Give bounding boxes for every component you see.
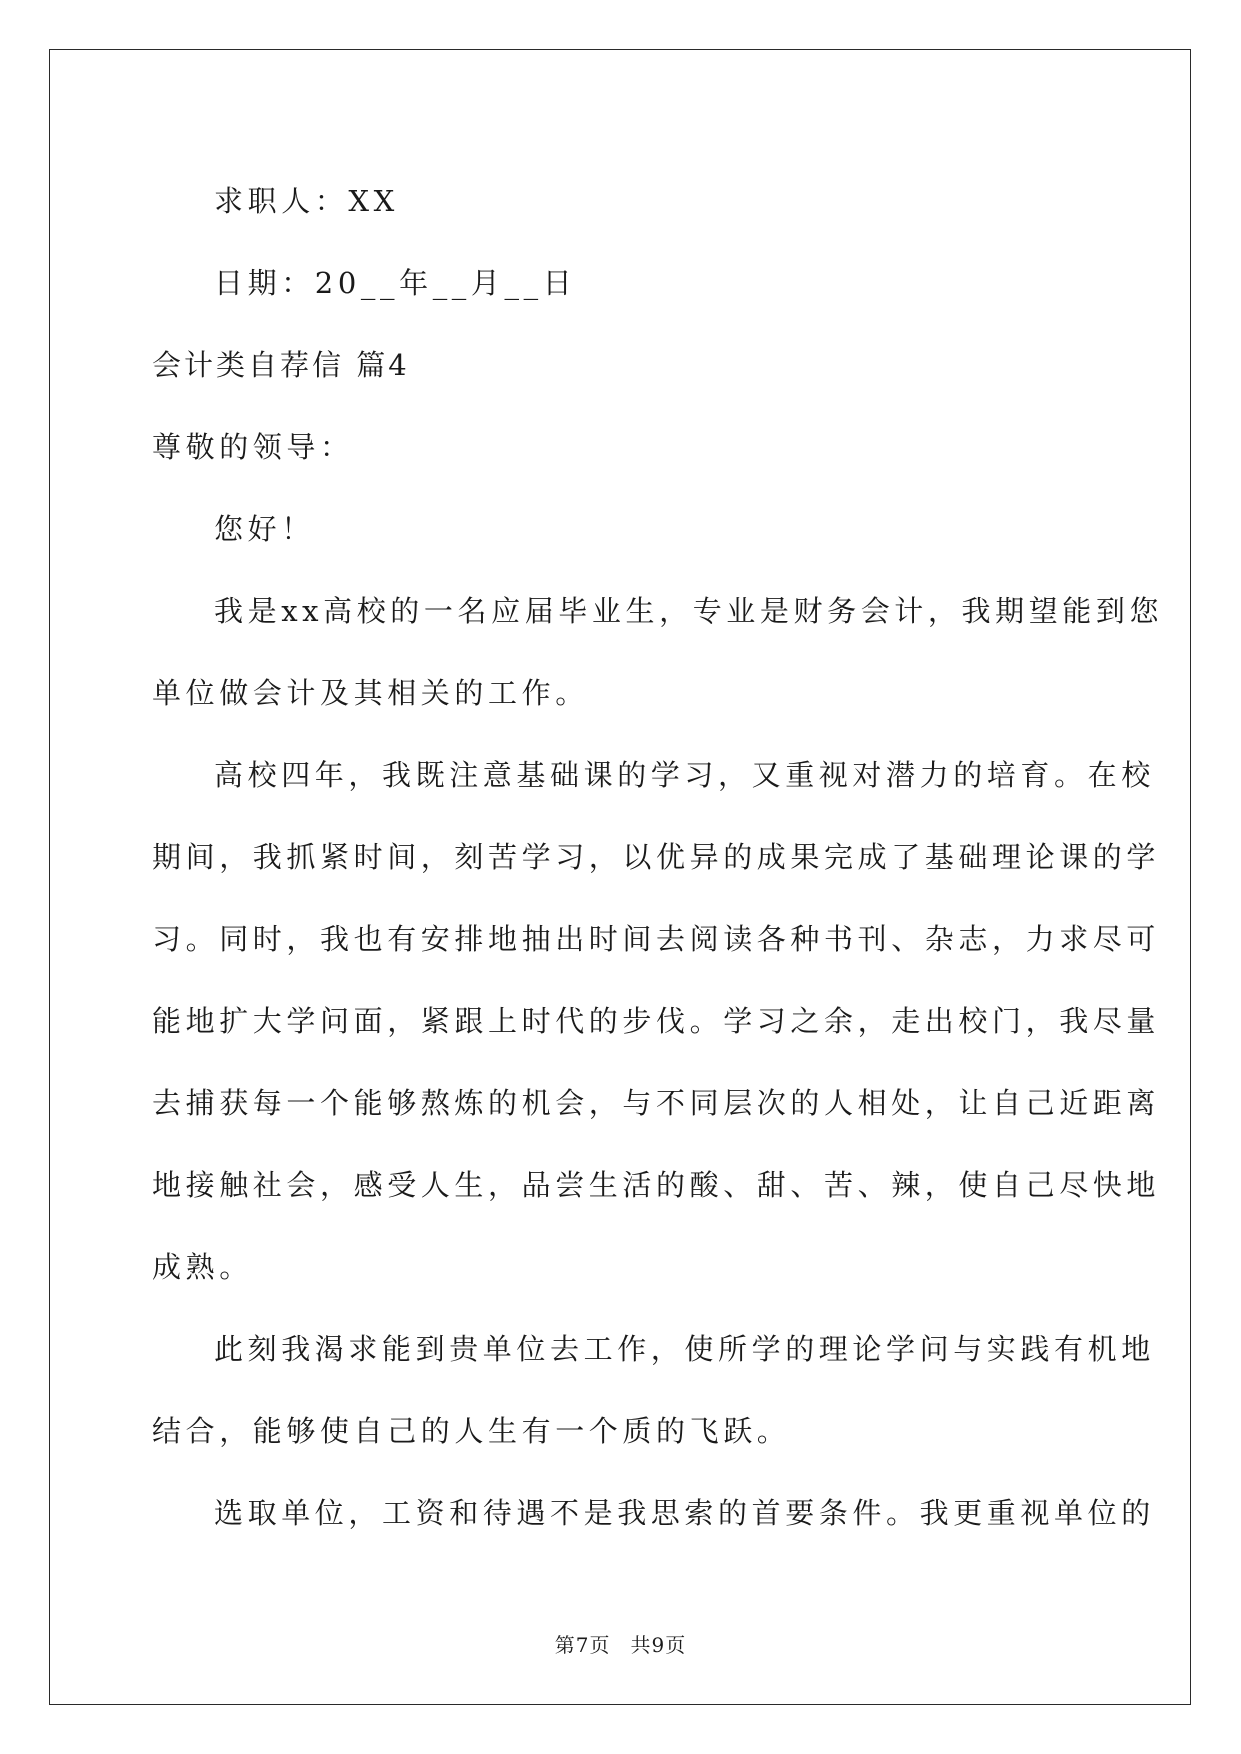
paragraph-line: 成熟。 <box>152 1250 253 1284</box>
paragraph-line: 地接触社会，感受人生，品尝生活的酸、甜、苦、辣，使自己尽快地 <box>152 1168 1161 1202</box>
date-line: 日期：20__年__月__日 <box>214 266 577 300</box>
paragraph-line: 结合，能够使自己的人生有一个质的飞跃。 <box>152 1414 791 1448</box>
paragraph-line: 选取单位，工资和待遇不是我思索的首要条件。我更重视单位的 <box>214 1496 1155 1530</box>
paragraph-line: 我是xx高校的一名应届毕业生，专业是财务会计，我期望能到您 <box>214 594 1164 628</box>
paragraph-line: 习。同时，我也有安排地抽出时间去阅读各种书刊、杂志，力求尽可 <box>152 922 1161 956</box>
salutation: 尊敬的领导： <box>152 430 354 464</box>
paragraph-line: 期间，我抓紧时间，刻苦学习，以优异的成果完成了基础理论课的学 <box>152 840 1161 874</box>
applicant-line: 求职人：XX <box>214 184 399 218</box>
letter-body <box>152 160 1164 1554</box>
paragraph-line: 去捕获每一个能够熬炼的机会，与不同层次的人相处，让自己近距离 <box>152 1086 1161 1120</box>
page-footer <box>0 1629 1241 1658</box>
paragraph-line: 此刻我渴求能到贵单位去工作，使所学的理论学问与实践有机地 <box>214 1332 1155 1366</box>
paragraph-line: 能地扩大学问面，紧跟上时代的步伐。学习之余，走出校门，我尽量 <box>152 1004 1161 1038</box>
paragraph-line: 高校四年，我既注意基础课的学习，又重视对潜力的培育。在校 <box>214 758 1155 792</box>
paragraph-line: 单位做会计及其相关的工作。 <box>152 676 589 710</box>
section-title: 会计类自荐信 篇4 <box>152 348 410 382</box>
greeting: 您好！ <box>214 512 315 546</box>
page-number-total: 共9页 <box>630 1633 687 1657</box>
page-number-current: 第7页 <box>554 1633 611 1657</box>
